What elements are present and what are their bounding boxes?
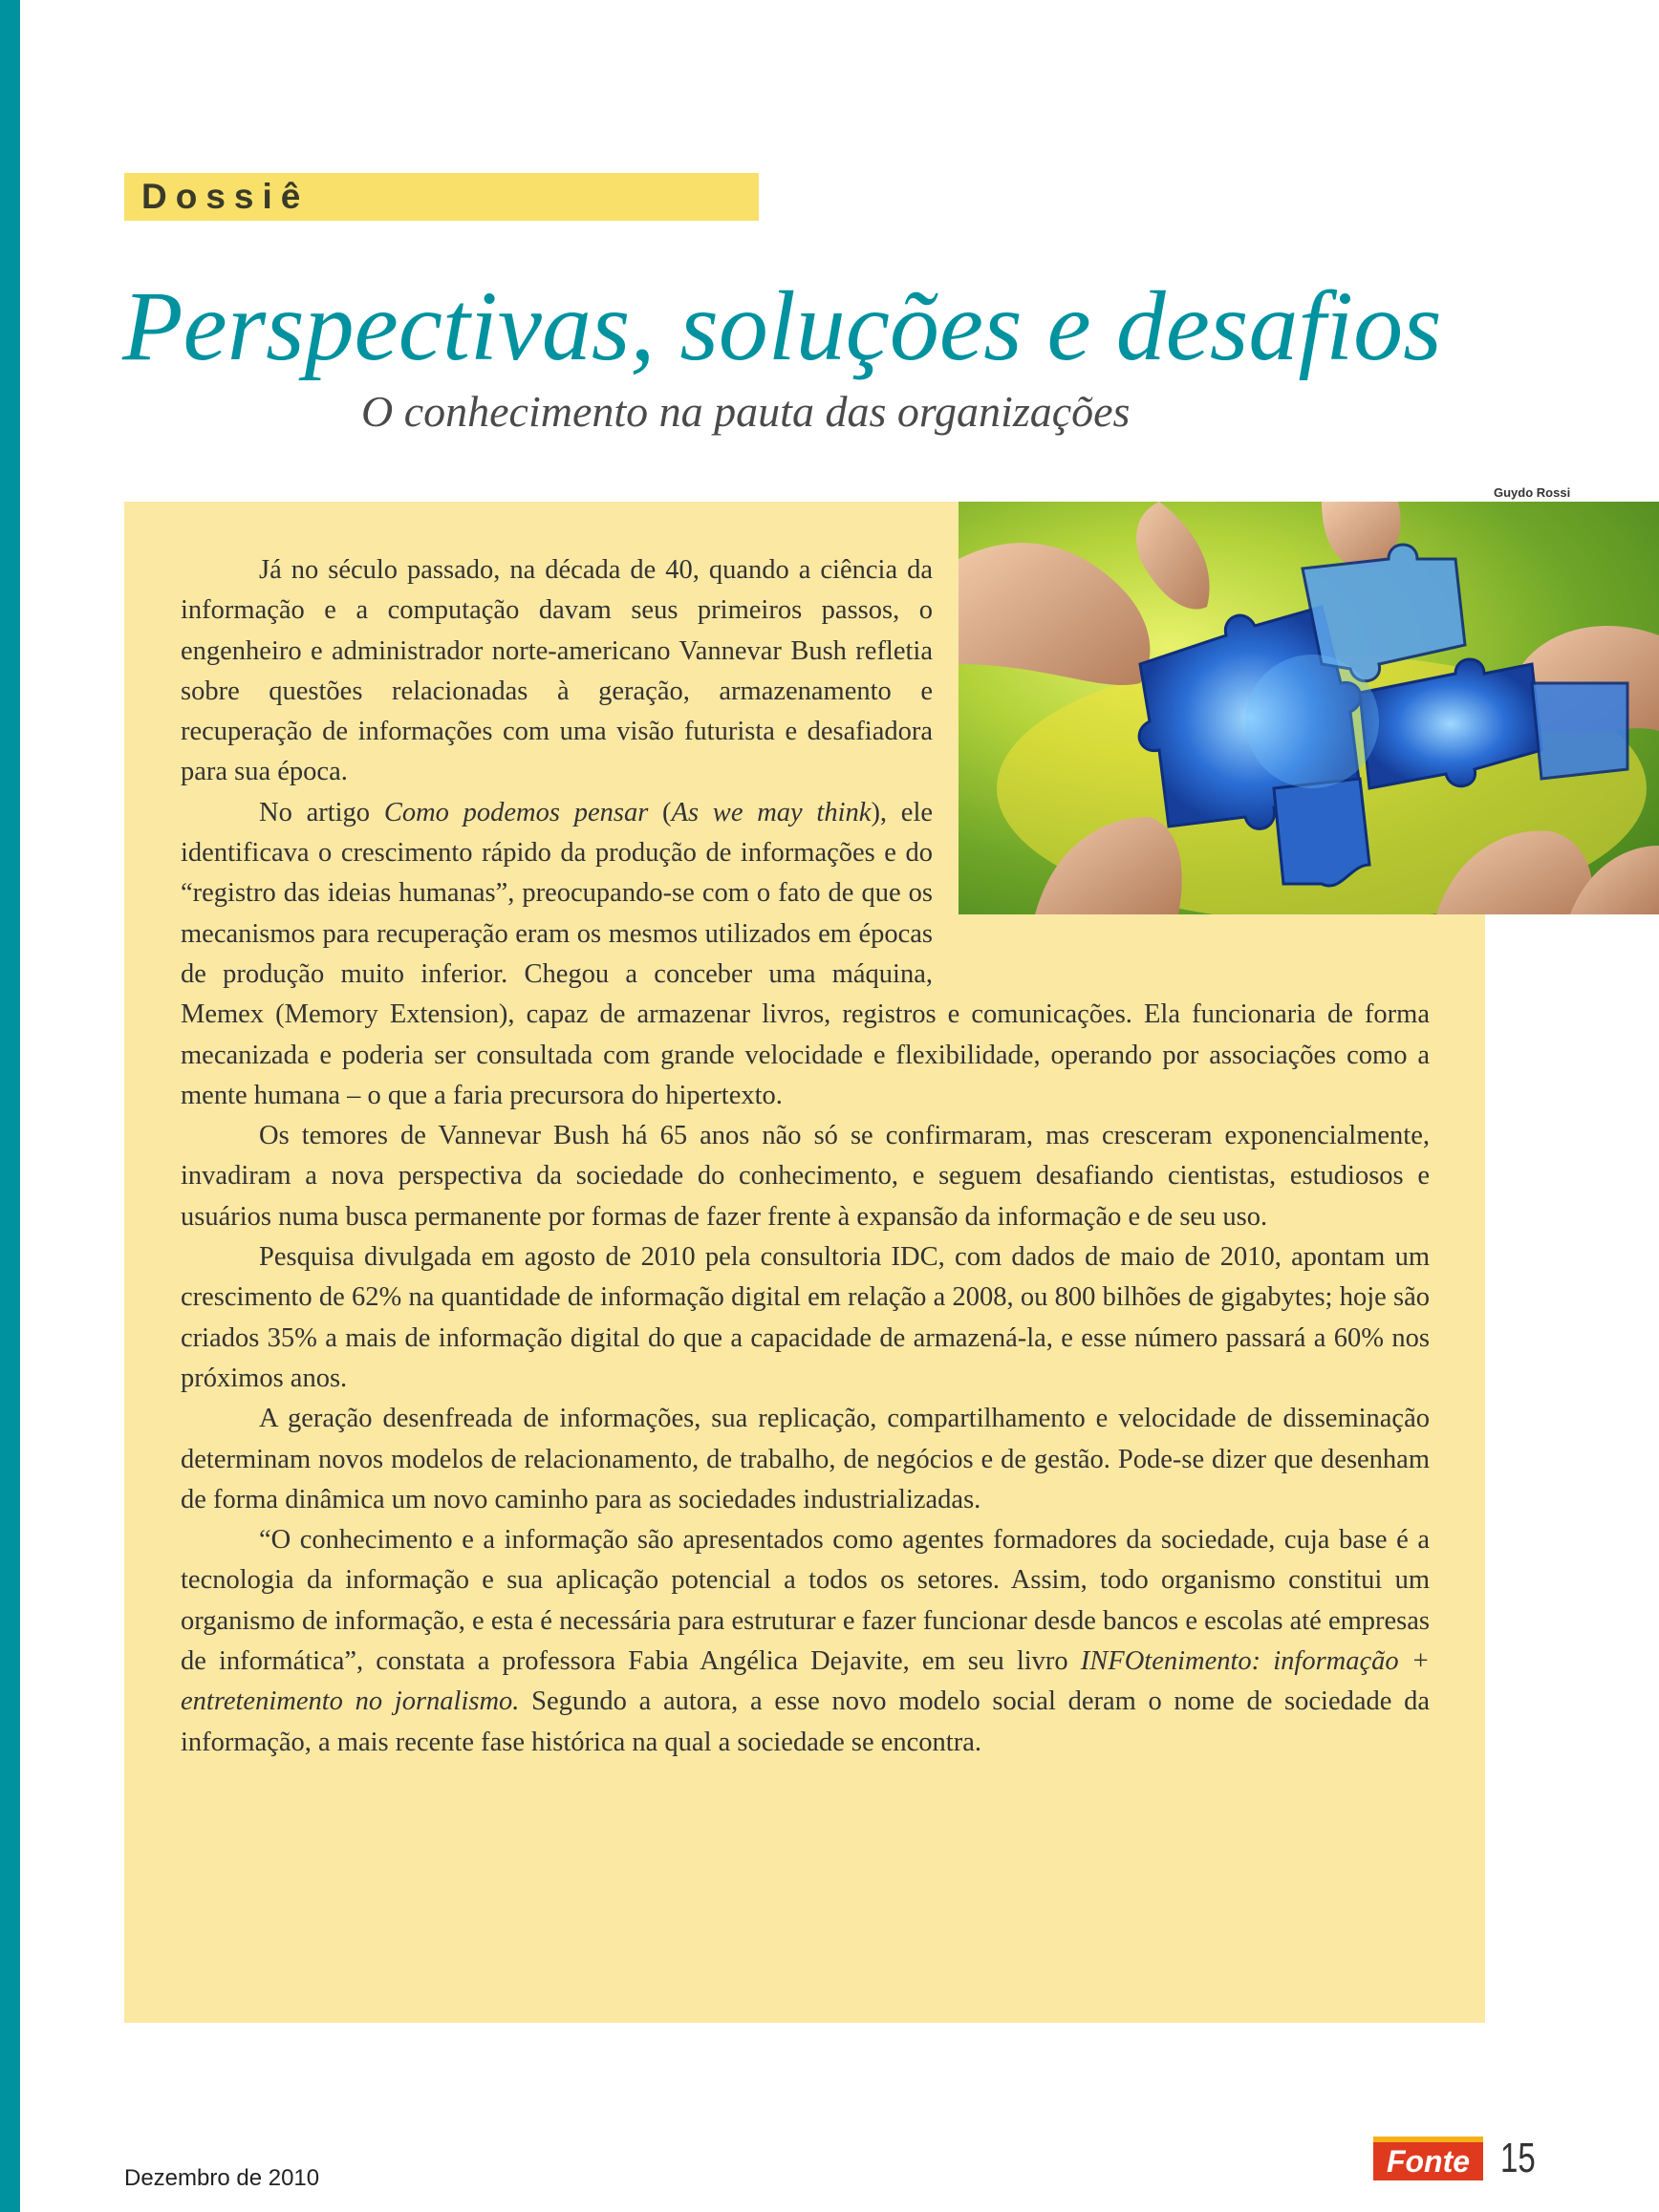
p6-book-title: INFOtenimento: informação + entretenimento no jornalismo. (181, 1646, 1430, 1717)
brand-logo: Fonte (1373, 2137, 1483, 2180)
p6-text-b: Segundo a autora, a esse novo modelo social deram o nome de sociedade da informação, a mais recente fase histórica na qual a sociedade se encontra. (181, 1686, 1431, 1757)
section-tag-label: Dossiê (141, 177, 310, 216)
page-number: 15 (1500, 2135, 1536, 2181)
article-paragraph-5: A geração desenfreada de informações, sua replicação, compartilhamento e velocidade de disseminação determinam novos modelos de relacionamento, de trabalho, de negócios e de gestão. Pode-se dizer que desenham de forma dinâmica um novo caminho para as sociedades industrializadas. (181, 1404, 1430, 1514)
footer-date: Dezembro de 2010 (124, 2165, 320, 2191)
p2-title-en: As we may think (671, 797, 872, 827)
side-accent-bar (0, 0, 20, 2212)
image-wrap-spacer (933, 550, 1430, 988)
p2-text-b: ( (648, 797, 672, 827)
section-tag (124, 173, 759, 221)
article-body (181, 550, 1430, 1763)
page-subtitle: O conhecimento na pauta das organizações (361, 387, 1131, 436)
photo-credit: Guydo Rossi (1494, 485, 1571, 500)
article-paragraph-6 (181, 1520, 1430, 1763)
article-paragraph-1: Já no século passado, na década de 40, quando a ciência da informação e a computação davam seus primeiros passos, o engenheiro e administrador norte-americano Vannevar Bush refletia sobre questões relacionadas à geração, armazenamento e recuperação de informações com uma visão futurista e desafiadora para sua época. (181, 555, 933, 787)
page-title: Perspectivas, soluções e desafios (122, 271, 1442, 381)
p6-text-a: “O conhecimento e a informação são apresentados como agentes formadores da sociedade, cuja base é a tecnologia da informação e sua aplicação potencial a todos os setores. Assim, todo organismo constitui um organismo de informação, e esta é necessária para estruturar e fazer funcionar desde bancos e escolas até empresas de informática”, constata a professora Fabia Angélica Dejavite, em seu livro (181, 1525, 1430, 1677)
article-paragraph-4: Pesquisa divulgada em agosto de 2010 pela consultoria IDC, com dados de maio de 2010, apontam um crescimento de 62% na quantidade de informação digital em relação a 2008, ou 800 bilhões de gigabytes; hoje são criados 35% a mais de informação digital do que a capacidade de armazená-la, e esse número passará a 60% nos próximos anos. (181, 1242, 1430, 1393)
p2-text-a: No artigo (259, 797, 384, 827)
article-paragraph-3: Os temores de Vannevar Bush há 65 anos não só se confirmaram, mas cresceram exponencialmente, invadiram a nova perspectiva da sociedade do conhecimento, e seguem desafiando cientistas, estudiosos e usuários numa busca permanente por formas de fazer frente à expansão da informação e de seu uso. (181, 1121, 1430, 1232)
p2-title-pt: Como podemos pensar (383, 797, 649, 827)
p2-text-c: ), ele identificava o crescimento rápido da produção de informações e do “registro das ideias humanas”, preocupando-se com o fato de que os mecanismos para recuperação eram os mesmos utilizados em épocas de produção muito inferior. Chegou a conceber uma máquina, Memex (Memory Extension), capaz de armazenar livros, registros e comunicações. Ela funcionaria de forma mecanizada e poderia ser consultada com grande velocidade e flexibilidade, operando por associações como a mente humana – o que a faria precursora do hipertexto. (181, 797, 1430, 1110)
